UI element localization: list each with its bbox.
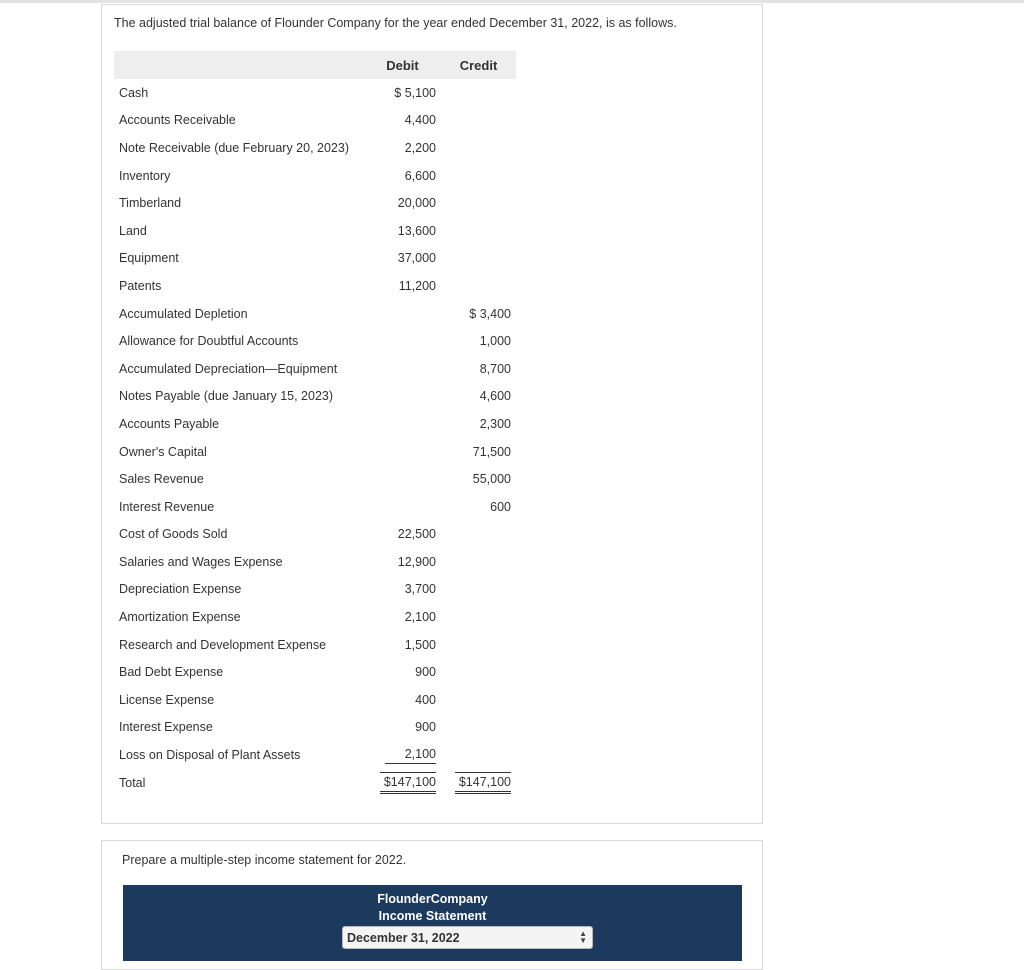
debit-cell — [364, 631, 441, 659]
company-name: FlounderCompany — [377, 892, 488, 906]
credit-cell — [441, 465, 516, 493]
debit-value: 900 — [415, 720, 436, 735]
account-cell — [114, 272, 364, 300]
account-value: Cost of Goods Sold — [119, 527, 228, 542]
statement-title: Income Statement — [378, 909, 487, 923]
debit-cell — [364, 714, 441, 742]
account-cell — [114, 658, 364, 686]
account-cell — [114, 107, 364, 135]
credit-cell — [441, 217, 516, 245]
debit-value: 13,600 — [397, 223, 436, 238]
account-value: Sales Revenue — [119, 472, 204, 487]
account-value: Accounts Receivable — [119, 113, 236, 128]
debit-value: 2,100 — [404, 610, 436, 625]
account-value: Note Receivable (due February 20, 2023) — [119, 140, 349, 155]
table-row — [114, 603, 516, 631]
account-value: Equipment — [119, 251, 179, 266]
total-row — [114, 769, 516, 797]
account-cell — [114, 355, 364, 383]
account-cell — [114, 741, 364, 769]
debit-value: 2,100 — [385, 747, 436, 764]
debit-value: $ 5,100 — [394, 85, 436, 100]
statement-header — [123, 885, 742, 961]
trial-balance-panel — [101, 4, 763, 824]
account-value: License Expense — [119, 692, 215, 707]
credit-cell — [441, 658, 516, 686]
table-row — [114, 355, 516, 383]
table-row — [114, 658, 516, 686]
debit-cell — [364, 79, 441, 107]
account-value: Research and Development Expense — [119, 637, 327, 652]
account-cell — [114, 79, 364, 107]
credit-cell — [441, 438, 516, 466]
credit-cell — [441, 355, 516, 383]
account-cell — [114, 245, 364, 273]
table-row — [114, 576, 516, 604]
credit-cell — [441, 79, 516, 107]
debit-cell — [364, 327, 441, 355]
account-cell — [114, 217, 364, 245]
debit-value: 900 — [415, 665, 436, 680]
debit-cell — [364, 245, 441, 273]
account-value: Patents — [119, 278, 162, 293]
table-row — [114, 79, 516, 107]
credit-value: 71,500 — [472, 444, 511, 459]
debit-cell — [364, 521, 441, 549]
credit-cell — [441, 631, 516, 659]
account-cell — [114, 189, 364, 217]
account-cell — [114, 521, 364, 549]
table-row — [114, 107, 516, 135]
credit-cell — [441, 300, 516, 328]
debit-cell — [364, 576, 441, 604]
table-row — [114, 162, 516, 190]
account-cell — [114, 686, 364, 714]
select-arrows-icon: ▲ ▼ — [579, 929, 587, 945]
credit-value: 1,000 — [479, 334, 511, 349]
debit-cell — [364, 548, 441, 576]
account-value: Timberland — [119, 196, 182, 211]
top-divider — [0, 0, 1024, 3]
debit-value: 20,000 — [397, 196, 436, 211]
credit-cell — [441, 714, 516, 742]
account-value: Salaries and Wages Expense — [119, 554, 283, 569]
debit-cell — [364, 686, 441, 714]
account-cell — [114, 548, 364, 576]
credit-cell — [441, 134, 516, 162]
account-value: Interest Revenue — [119, 499, 215, 514]
table-row — [114, 548, 516, 576]
table-row — [114, 686, 516, 714]
account-cell — [114, 134, 364, 162]
account-cell — [114, 438, 364, 466]
debit-cell — [364, 300, 441, 328]
credit-value: 4,600 — [479, 389, 511, 404]
income-statement-panel — [101, 840, 763, 970]
debit-cell — [364, 189, 441, 217]
table-row — [114, 410, 516, 438]
debit-value: 400 — [415, 692, 436, 707]
debit-cell — [364, 383, 441, 411]
trial-balance-body — [114, 79, 516, 796]
table-row — [114, 521, 516, 549]
credit-value: $ 3,400 — [469, 306, 511, 321]
debit-value: 22,500 — [397, 527, 436, 542]
account-cell — [114, 383, 364, 411]
debit-cell — [364, 217, 441, 245]
account-value: Allowance for Doubtful Accounts — [119, 334, 299, 349]
credit-cell — [441, 245, 516, 273]
table-header-row — [114, 51, 516, 79]
credit-cell — [441, 162, 516, 190]
debit-cell — [364, 438, 441, 466]
account-cell — [114, 327, 364, 355]
debit-value: 6,600 — [404, 168, 436, 183]
period-select[interactable] — [342, 926, 593, 949]
account-cell — [114, 162, 364, 190]
account-value: Amortization Expense — [119, 610, 241, 625]
credit-value: 600 — [490, 499, 511, 514]
table-row — [114, 134, 516, 162]
account-value: Accounts Payable — [119, 416, 220, 431]
credit-header: Credit — [441, 51, 516, 79]
credit-cell — [441, 107, 516, 135]
instruction-text: Prepare a multiple-step income statement for 2022. — [122, 853, 407, 867]
debit-cell — [364, 410, 441, 438]
account-value: Notes Payable (due January 15, 2023) — [119, 389, 334, 404]
table-row — [114, 217, 516, 245]
debit-cell — [364, 741, 441, 769]
credit-cell — [441, 603, 516, 631]
credit-cell — [441, 686, 516, 714]
credit-cell — [441, 383, 516, 411]
table-row — [114, 327, 516, 355]
account-value: Cash — [119, 85, 149, 100]
debit-value: 12,900 — [397, 554, 436, 569]
account-cell — [114, 300, 364, 328]
account-value: Depreciation Expense — [119, 582, 242, 597]
period-select-value: December 31, 2022 — [347, 931, 460, 945]
intro-text: The adjusted trial balance of Flounder Company for the year ended December 31, 2022, is as follows. — [114, 16, 677, 30]
account-value: Accumulated Depletion — [119, 306, 248, 321]
debit-cell — [364, 107, 441, 135]
debit-cell — [364, 134, 441, 162]
credit-value: 55,000 — [472, 472, 511, 487]
debit-value: 1,500 — [404, 637, 436, 652]
table-row — [114, 383, 516, 411]
total-credit-cell — [441, 769, 516, 797]
table-row — [114, 300, 516, 328]
account-cell — [114, 493, 364, 521]
account-header — [114, 51, 364, 79]
table-row — [114, 272, 516, 300]
debit-cell — [364, 603, 441, 631]
account-value: Owner's Capital — [119, 444, 207, 459]
account-value: Accumulated Depreciation—Equipment — [119, 361, 338, 376]
credit-cell — [441, 327, 516, 355]
account-cell — [114, 465, 364, 493]
total-debit-cell — [364, 769, 441, 797]
debit-cell — [364, 272, 441, 300]
account-cell — [114, 576, 364, 604]
account-value: Loss on Disposal of Plant Assets — [119, 748, 301, 763]
debit-value: 4,400 — [404, 113, 436, 128]
credit-cell — [441, 521, 516, 549]
credit-cell — [441, 272, 516, 300]
credit-cell — [441, 576, 516, 604]
total-label-cell — [114, 769, 364, 797]
credit-value: 8,700 — [479, 361, 511, 376]
credit-value: 2,300 — [479, 416, 511, 431]
account-cell — [114, 714, 364, 742]
credit-cell — [441, 548, 516, 576]
account-cell — [114, 410, 364, 438]
account-value: Interest Expense — [119, 720, 213, 735]
account-cell — [114, 631, 364, 659]
debit-value: 11,200 — [398, 278, 436, 293]
debit-cell — [364, 465, 441, 493]
debit-header: Debit — [364, 51, 441, 79]
account-value: Inventory — [119, 168, 171, 183]
account-cell — [114, 603, 364, 631]
account-value: Land — [119, 223, 147, 238]
debit-cell — [364, 493, 441, 521]
debit-value: 3,700 — [404, 582, 436, 597]
credit-cell — [441, 410, 516, 438]
table-row — [114, 189, 516, 217]
credit-cell — [441, 493, 516, 521]
table-row — [114, 714, 516, 742]
table-row — [114, 741, 516, 769]
table-row — [114, 493, 516, 521]
debit-cell — [364, 355, 441, 383]
credit-cell — [441, 741, 516, 769]
table-row — [114, 245, 516, 273]
trial-balance-table — [114, 51, 516, 796]
debit-cell — [364, 162, 441, 190]
total-label-value: Total — [119, 775, 146, 790]
debit-value: 37,000 — [397, 251, 436, 266]
total-credit-value: $147,100 — [455, 772, 511, 794]
debit-value: 2,200 — [404, 140, 436, 155]
account-value: Bad Debt Expense — [119, 665, 224, 680]
table-row — [114, 438, 516, 466]
debit-cell — [364, 658, 441, 686]
table-row — [114, 631, 516, 659]
total-debit-value: $147,100 — [380, 772, 436, 794]
credit-cell — [441, 189, 516, 217]
table-row — [114, 465, 516, 493]
